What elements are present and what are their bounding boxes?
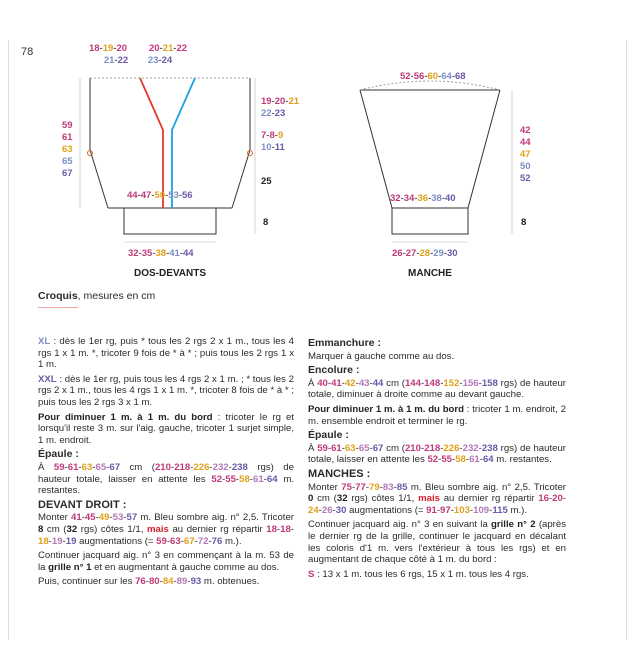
paragraph-epaule-right: À 59-61-63-65-67 cm (210-218-226-232-238 rgs) de hauteur totale, laisser en attente les 52-55-58-61-64 m. restantes. [308,442,566,466]
dim-value: 20 [116,43,128,54]
text-span: 77 [355,481,366,493]
dim-value: 22 [176,43,188,54]
text-span: 80 [148,576,160,588]
sleeve-height-stack [520,125,531,184]
text-span: 218 [424,442,441,454]
text-span: 63 [344,442,356,454]
dim-value: 40 [445,193,456,204]
text-span: rgs) de hauteur totale, laisser en attente les [308,442,566,466]
text-span: 83 [382,481,394,493]
diagram-caption [38,290,155,302]
text-span: 30 [335,504,347,516]
text-span: 85 [396,481,408,493]
text-span: grille n° 1 [48,561,92,573]
text-span: 232 [212,461,229,473]
text-span: 218 [174,461,191,473]
dim-value: 32 [128,248,139,259]
text-span: 158 [481,377,498,389]
dim-value: 22 [261,108,272,119]
text-span: 58 [455,454,466,466]
text-span: 97 [440,504,451,516]
dim-value: 10 [261,142,272,153]
text-span: 109 [473,504,490,516]
dim-value: 63 [62,144,73,155]
text-span: 59 [317,442,328,454]
text-span: À [38,461,54,473]
text-span: Puis, continuer sur les [38,576,136,588]
text-span: mais [418,493,440,505]
sleeve-mid-width: 32-34-36-38-40 [390,193,456,204]
text-span: 59 [53,461,65,473]
text-span: 144 [404,377,421,389]
text-span: cm ( [43,523,67,535]
dim-value: 26 [392,248,403,259]
text-span: 55 [441,454,453,466]
dim-value: 47 [520,149,531,160]
text-span: Monter [38,512,72,524]
dim-value: 35 [141,248,153,259]
text-span: 52 [427,454,439,466]
text-span: 84 [162,576,174,588]
dim-value: 50 [154,190,166,201]
text-span: 75 [341,481,352,493]
dim-value: 9 [277,130,284,141]
text-span: 40 [317,377,328,389]
text-span: m. restantes. [493,454,552,466]
dim-value: 50 [520,161,531,172]
schematic-diagrams [0,0,628,290]
text-span: 32 [66,523,78,535]
text-span: 65 [95,461,107,473]
dim-value: 28 [419,248,431,259]
text-span: 64 [266,473,278,485]
text-span: et en augmentant à gauche comme au dos. [91,561,280,573]
dim-value: 67 [62,168,73,179]
dim-value: 21 [162,43,174,54]
paragraph-xl [38,336,294,371]
text-span: m.). [222,535,242,547]
dim-value: 41 [169,248,180,259]
text-span: 19 [65,535,77,547]
text-span: 26 [321,504,333,516]
paragraph-encolure: À 40-41-42-43-44 cm (144-148-152-156-158 rgs) de hauteur totale, diminuer à droite comme au devant gauche. [308,377,566,401]
front-right-b: 22-23 [261,108,286,119]
text-span: 45 [84,512,96,524]
text-span: 24 [308,504,319,516]
text-span: augmentations (= [76,535,157,547]
text-span: : 13 x 1 m. tous les 6 rgs, 15 x 1 m. tous les 4 rgs. [314,568,529,580]
front-right-c: 7-8-9 [261,130,284,141]
text-span: 156 [462,377,479,389]
text-span: 67 [109,461,121,473]
text-span: 79 [369,481,380,493]
text-span: 49 [98,512,110,524]
dim-value: 60 [427,71,439,82]
front-top-left-row2: 21-22 [103,55,129,66]
paragraph-epaule: À 59-61-63-65-67 cm (210-218-226-232-238 rgs) de hauteur totale, laisser en attente les 52-55-58-61-64 m. restantes. [38,461,294,497]
dim-value: 23 [147,55,159,66]
front-right-d: 10-11 [261,142,285,153]
dim-value: 52 [400,71,411,82]
size-label-s: S [308,568,315,580]
dim-value: 38 [431,193,442,204]
text-span: 52 [211,473,223,485]
front-left-height-stack [62,120,73,179]
paragraph-manches-size-s [308,569,566,581]
text-span: 0 [308,493,314,505]
dim-value: 34 [403,193,415,204]
dim-value: 68 [455,71,466,82]
instructions-left-column [38,336,294,591]
text-span: 89 [176,576,188,588]
text-span: 152 [443,377,460,389]
dim-value: 21 [288,96,300,107]
front-top-mid-row2: 23-24 [147,55,173,66]
paragraph-emmanchure: Marquer à gauche comme au dos. [308,350,455,362]
dim-value: 65 [62,156,73,167]
text-span: 72 [197,535,209,547]
text-span: 18 [266,523,277,535]
text-span: 76 [135,576,146,588]
dim-value: 44 [183,248,194,259]
text-span: 64 [482,454,494,466]
sleeve-top-width: 52-56-60-64-68 [400,71,466,82]
text-span: 67 [372,442,384,454]
text-span: Pour diminuer 1 m. à 1 m. du bord [308,403,465,415]
paragraph-manches-cast-on: Monter 75-77-79-83-85 m. Bleu sombre aig. n° 2,5. Tricoter 0 cm (32 rgs) côtes 1/1, mais au dernier rg répartir 16-20-24-26-30 augmentations (= 91-97-103-109-115 m.). [308,481,566,516]
dim-value: 21 [103,55,115,66]
sleeve-title: MANCHE [408,268,452,279]
dim-value: 11 [274,142,285,153]
text-span: m.). [507,504,528,516]
dim-value: 59 [62,120,73,131]
dim-value: 20 [274,96,286,107]
sleeve-bottom-width: 26-27-28-29-30 [392,248,458,259]
text-span: 63 [170,535,181,547]
front-right-25: 25 [261,176,272,187]
text: : dès le 1er rg, puis tous les 4 rgs 2 x 1 m. ; * tous les 2 rgs 2 x 1 m., tous les 4 rgs 1 x 1 m. *, tricoter 8 fois de * à * ; puis tous les 2 rgs 3 x 1 m. [38,373,294,408]
text-span: 61 [331,442,342,454]
text-span: m. Bleu sombre aig. n° 2,5. Tricoter [407,481,566,493]
text-span: m. Bleu sombre aig. n° 2,5. Tricoter [137,512,294,524]
text-span: 93 [190,576,202,588]
dim-value: 56 [413,71,425,82]
text: : dès le 1er rg, puis * tous les 2 rgs 2 x 1 m., tous les 4 rgs 1 x 1 m. *, tricoter 9 fois de * à * ; puis tous les 2 rgs 1 x 1 m. [38,336,294,371]
text-span: m. restantes. [38,473,294,497]
page-number: 78 [21,46,34,58]
paragraph-decrease [38,412,294,447]
heading-devant-droit: DEVANT DROIT : [38,498,127,511]
text-span: 61 [469,454,480,466]
dim-value: 53 [168,190,179,201]
text-span: : tricoter 1 m. endroit, 2 m. ensemble endroit et terminer le rg. [308,403,566,427]
text-span: 238 [231,461,248,473]
text-span: 16 [538,493,549,505]
text-span: 42 [344,377,356,389]
text-span: 53 [112,512,124,524]
dim-value: 44 [520,137,531,148]
text-span: 20 [552,493,563,505]
paragraph-devant-cast-on: Monter 41-45-49-53-57 m. Bleu sombre aig. n° 2,5. Tricoter 8 cm (32 rgs) côtes 1/1, mais au dernier rg répartir 18-18-18-19-19 augmentations (= 59-63-67-72-76 m.). [38,512,294,547]
text-span: 59 [156,535,167,547]
text-span: 232 [462,442,479,454]
caption-bold: Croquis [38,290,78,302]
text-span: 41 [331,377,342,389]
text-span: cm ( [313,493,337,505]
text-span: 63 [81,461,93,473]
text-span: 43 [358,377,370,389]
text-span: m. obtenues. [201,576,260,588]
text-span: 55 [225,473,236,485]
front-chest-width: 44-47-50-53-56 [127,190,193,201]
caption-rest: , mesures en cm [77,290,156,302]
paragraph-manches-jacquard [308,519,566,565]
text-span: cm ( [383,442,405,454]
dim-value: 24 [161,55,173,66]
text-span: mais [146,523,169,535]
instructions-right-column [308,336,566,583]
sleeve-schematic [360,81,512,242]
dim-value: 47 [140,190,152,201]
text-span: 103 [453,504,470,516]
text-span: augmentations (= [346,504,427,516]
paragraph-devant-continue: Puis, continuer sur les 76-80-84-89-93 m. obtenues. [38,576,260,588]
dim-value: 7 [261,130,267,141]
text-span: 18 [280,523,291,535]
text-span: au dernier rg répartir [439,493,539,505]
text-span: rgs) côtes 1/1, [77,523,147,535]
text-span: 8 [38,523,44,535]
dim-value: 19 [102,43,114,54]
heading-manches: MANCHES : [308,467,371,480]
text-span: au dernier rg répartir [168,523,267,535]
dim-value: 56 [182,190,193,201]
text-span: grille n° 2 [491,519,536,531]
heading-emmanchure: Emmanchure : [308,337,381,349]
bold-text: Pour diminuer 1 m. à 1 m. du bord [38,411,213,423]
caption-underline [38,307,78,308]
text-span: 19 [51,535,63,547]
dim-value: 61 [62,132,73,143]
text-span: À [308,377,318,389]
text: : tricoter le rg et lorsqu'il reste 3 m. sur l'aig. gauche, tricoter 1 surjet simple, 1 m. endroit. [38,411,294,446]
size-label-xxl: XXL [38,373,57,385]
dim-value: 36 [417,193,429,204]
text-span: Continuer jacquard aig. n° 3 en suivant la [308,519,492,531]
text-span: 61 [67,461,79,473]
text-span: 210 [404,442,421,454]
text-span: rgs) de hauteur totale, diminuer à droite comme au devant gauche. [308,377,566,401]
text-span: 91 [426,504,437,516]
text-span: 32 [336,493,348,505]
text-span: Monter [308,481,342,493]
text-span: rgs) côtes 1/1, [347,493,419,505]
paragraph-xxl [38,374,294,409]
dim-value: 29 [433,248,444,259]
front-bottom-width: 32-35-38-41-44 [128,248,194,259]
text-span: Continuer jacquard aig. n° 3 en commençant à la m. 53 de la [38,550,294,573]
dim-value: 27 [405,248,417,259]
dim-value: 30 [447,248,458,259]
text-span: cm ( [120,461,155,473]
front-title: DOS-DEVANTS [133,268,207,279]
text-span: 67 [183,535,195,547]
dim-value: 52 [520,173,531,184]
text-span: 210 [154,461,171,473]
dim-value: 8 [269,130,275,141]
front-top-left-row1: 18-19-20 [88,43,128,54]
dim-value: 20 [148,43,160,54]
dim-value: 38 [155,248,167,259]
dim-value: 44 [127,190,138,201]
paragraph-devant-jacquard [38,550,294,573]
heading-encolure: Encolure : [308,364,360,377]
dim-value: 42 [520,125,531,136]
text-span: 65 [358,442,370,454]
text-span: rgs) de hauteur totale, laisser en attente les [38,461,294,485]
text-span: cm ( [383,377,405,389]
front-back-schematic [80,78,255,242]
sleeve-right-8: 8 [521,217,527,228]
text-span: 238 [481,442,498,454]
text-span: 44 [372,377,384,389]
dim-value: 64 [441,71,452,82]
text-span: 61 [253,473,264,485]
paragraph-decrease-right [308,404,566,427]
dim-value: 22 [117,55,129,66]
size-label-xl: XL [38,336,51,347]
dim-value: 32 [390,193,401,204]
text-span: À [308,442,318,454]
text-span: 226 [193,461,210,473]
text-span: 76 [211,535,223,547]
text-span: 18 [38,535,49,547]
dim-value: 23 [274,108,286,119]
front-top-mid-row1: 20-21-22 [148,43,188,54]
text-span: (après le dernier rg de la grille, continuer le jacquard en décalant les coloris d'1 m. vers l'extérieur à tous les rgs) et en augmentant de chaque côté à 1 m. du bord : [308,519,567,566]
front-right-a: 19-20-21 [261,96,300,107]
dim-value: 18 [88,43,100,54]
heading-epaule: Épaule : [38,448,79,461]
text-span: 41 [71,512,82,524]
front-right-8: 8 [263,217,269,228]
heading-epaule-right: Épaule : [308,429,349,442]
text-span: 58 [239,473,250,485]
text-span: 148 [424,377,441,389]
text-span: 115 [492,504,508,516]
text-span: 226 [443,442,460,454]
dim-value: 19 [261,96,272,107]
text-span: 57 [126,512,138,524]
